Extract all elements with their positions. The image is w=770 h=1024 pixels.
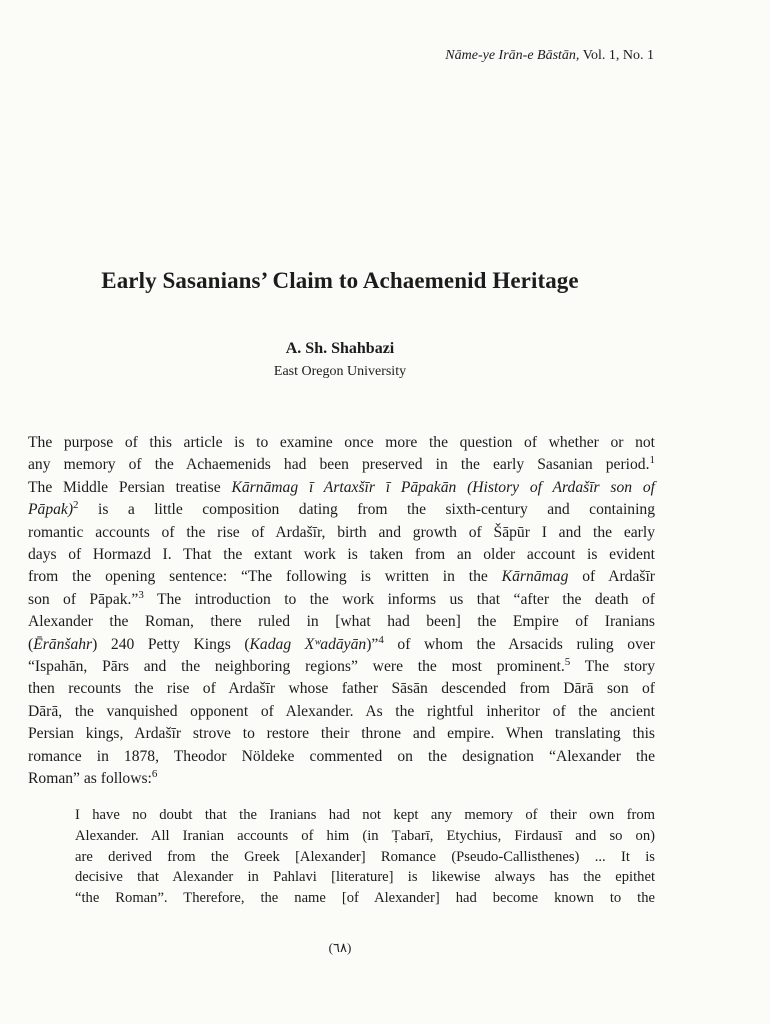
body-line: The Middle Persian treatise Kārnāmag ī Artaxšīr ī Pāpakān (History of Ardašīr son of <box>28 478 656 496</box>
body-line: romantic accounts of the rise of Ardašīr, birth and growth of Šāpūr I and the early <box>28 523 655 541</box>
body-line: romance in 1878, Theodor Nöldeke commented on the designation “Alexander the <box>28 747 655 765</box>
footnote-ref: 5 <box>564 656 571 669</box>
quote-line: “the Roman”. Therefore, the name [of Alexander] had become known to the <box>75 890 655 907</box>
body-paragraph <box>28 432 655 791</box>
quote-line: I have no doubt that the Iranians had not kept any memory of their own from <box>75 807 655 823</box>
body-line: Alexander the Roman, there ruled in [what had been] the Empire of Iranians <box>28 613 655 631</box>
body-line: days of Hormazd I. That the extant work is taken from an older account is evident <box>28 546 655 564</box>
footnote-ref: 2 <box>73 499 79 512</box>
body-line: Dārā, the vanquished opponent of Alexander. As the rightful inheritor of the ancient <box>28 702 655 720</box>
body-line: Persian kings, Ardašīr strove to restore their throne and empire. When translating this <box>28 725 655 743</box>
article-title: Early Sasanians’ Claim to Achaemenid Heritage <box>101 268 579 293</box>
author-name: A. Sh. Shahbazi <box>285 340 395 357</box>
body-line: “Ispahān, Pārs and the neighboring regions” were the most prominent.$^5$ The story <box>28 656 655 676</box>
journal-title: Nāme-ye Irān-e Bāstān, <box>445 48 580 63</box>
volume-info: Vol. 1, No. 1 <box>582 48 654 63</box>
footnote-ref: 1 <box>649 454 655 467</box>
body-line: (Ērānšahr) 240 Petty Kings (Kadag Xʷadāyān)”$^4$ of whom the Arsacids ruling over <box>28 633 655 653</box>
quote-line: decisive that Alexander in Pahlavi [literature] is likewise always has the epithet <box>75 869 655 886</box>
body-line: Roman” as follows:$^6$ <box>28 768 158 788</box>
block-quote <box>75 805 655 909</box>
running-head <box>445 48 654 64</box>
quote-line: are derived from the Greek [Alexander] Romance (Pseudo-Callisthenes) ... It is <box>75 848 655 865</box>
body-line: son of Pāpak.”$^3$ The introduction to the work informs us that “after the death of <box>28 588 655 608</box>
body-line: then recounts the rise of Ardašīr whose father Sāsān descended from Dārā son of <box>28 680 655 698</box>
footnote-ref: 4 <box>378 633 384 646</box>
footnote-ref: 6 <box>151 768 158 781</box>
body-line: any memory of the Achaemenids had been preserved in the early Sasanian period.$^1$ <box>28 454 655 474</box>
page-number: (٦٨) <box>328 940 352 955</box>
quote-line: Alexander. All Iranian accounts of him (in Ṭabarī, Etychius, Firdausī and so on) <box>75 827 655 844</box>
body-line: Pāpak)$^2$ is a little composition dating from the sixth-century and containing <box>28 499 655 519</box>
author-affiliation: East Oregon University <box>273 364 407 379</box>
body-line: The purpose of this article is to examine once more the question of whether or not <box>28 434 655 451</box>
footnote-ref: 3 <box>138 588 144 601</box>
body-line: from the opening sentence: “The following is written in the Kārnāmag of Ardašīr <box>28 568 655 586</box>
